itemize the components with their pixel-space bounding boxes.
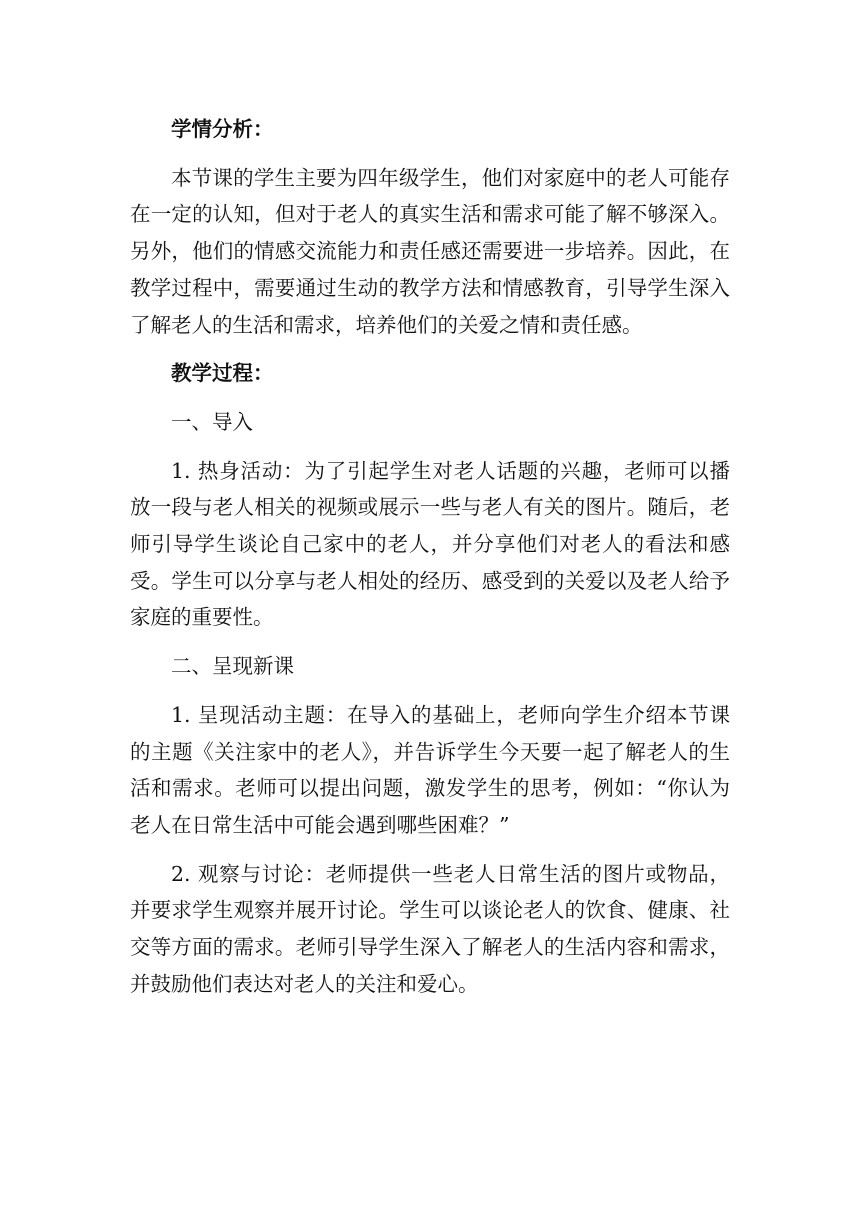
section-title-intro: 一、导入	[171, 409, 253, 434]
process-heading: 教学过程：	[171, 361, 274, 386]
new-lesson-item-theme: 1. 呈现活动主题：在导入的基础上，老师向学生介绍本节课的主题《关注家中的老人》，并告诉学生今天要一起了解老人的生活和需求。老师可以提出问题，激发学生的思考，例如：“你认为老人在日常生活中可能会遇到哪些困难？”	[130, 702, 730, 837]
document-body	[130, 111, 730, 1014]
new-lesson-item-observe: 2. 观察与讨论：老师提供一些老人日常生活的图片或物品，并要求学生观察并展开讨论。学生可以谈论老人的饮食、健康、社交等方面的需求。老师引导学生深入了解老人的生活内容和需求，并鼓励他们表达对老人的关注和爱心。	[130, 861, 730, 996]
analysis-paragraph: 本节课的学生主要为四年级学生，他们对家庭中的老人可能存在一定的认知，但对于老人的真实生活和需求可能了解不够深入。另外，他们的情感交流能力和责任感还需要进一步培养。因此，在教学过程中，需要通过生动的教学方法和情感教育，引导学生深入了解老人的生活和需求，培养他们的关爱之情和责任感。	[130, 165, 730, 337]
section-title-new-lesson: 二、呈现新课	[171, 654, 294, 679]
intro-item-warmup: 1. 热身活动：为了引起学生对老人话题的兴趣，老师可以播放一段与老人相关的视频或展示一些与老人有关的图片。随后，老师引导学生谈论自己家中的老人，并分享他们对老人的看法和感受。学生可以分享与老人相处的经历、感受到的关爱以及老人给予家庭的重要性。	[130, 458, 730, 630]
analysis-heading: 学情分析：	[171, 117, 274, 141]
